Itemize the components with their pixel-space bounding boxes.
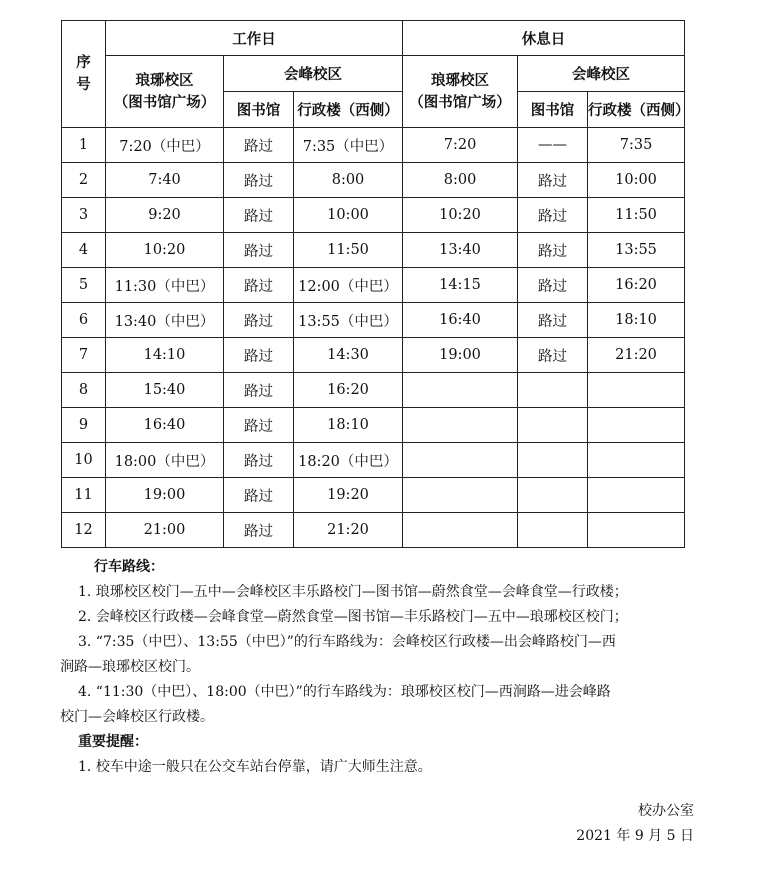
- workday-huifeng-header: 会峰校区: [224, 56, 403, 92]
- workday-langya-cell: 19:00: [106, 478, 224, 513]
- workday-library-cell: 路过: [224, 478, 294, 513]
- route-item-4: 4. “11:30（中巴）、18:00（中巴）”的行车路线为：琅琊校区校门—西涧路—进会峰路: [78, 684, 611, 700]
- workday-langya-cell: 16:40: [106, 408, 224, 443]
- workday-admin-cell: 21:20: [294, 513, 403, 548]
- workday-admin-cell: 16:20: [294, 373, 403, 408]
- restday-library-cell: 路过: [518, 198, 588, 233]
- workday-langya-cell: 13:40（中巴）: [106, 303, 224, 338]
- seq-cell: 10: [62, 443, 106, 478]
- table-row: [62, 268, 685, 303]
- seq-cell: 2: [62, 163, 106, 198]
- workday-admin-cell: 14:30: [294, 338, 403, 373]
- workday-admin-cell: 19:20: [294, 478, 403, 513]
- restday-langya-cell: 8:00: [403, 163, 518, 198]
- seq-cell: 3: [62, 198, 106, 233]
- seq-cell: 6: [62, 303, 106, 338]
- table-row: [62, 443, 685, 478]
- restday-langya-cell: 14:15: [403, 268, 518, 303]
- workday-langya-cell: 15:40: [106, 373, 224, 408]
- restday-admin-cell: 16:20: [588, 268, 685, 303]
- seq-cell: 4: [62, 233, 106, 268]
- restday-langya-cell: [403, 408, 518, 443]
- restday-admin-cell: [588, 513, 685, 548]
- workday-library-cell: 路过: [224, 128, 294, 163]
- restday-library-cell: [518, 408, 588, 443]
- restday-library-cell: 路过: [518, 303, 588, 338]
- restday-admin-cell: [588, 408, 685, 443]
- workday-library-cell: 路过: [224, 198, 294, 233]
- route-item-4-cont: 校门—会峰校区行政楼。: [60, 709, 214, 725]
- seq-cell: 12: [62, 513, 106, 548]
- restday-langya-cell: 10:20: [403, 198, 518, 233]
- restday-library-cell: 路过: [518, 338, 588, 373]
- restday-library-cell: 路过: [518, 268, 588, 303]
- workday-admin-header: 行政楼（西侧）: [294, 92, 403, 128]
- workday-library-cell: 路过: [224, 443, 294, 478]
- workday-library-cell: 路过: [224, 233, 294, 268]
- route-item-1: 1. 琅琊校区校门—五中—会峰校区丰乐路校门—图书馆—蔚然食堂—会峰食堂—行政楼；: [78, 584, 628, 600]
- workday-library-cell: 路过: [224, 338, 294, 373]
- issuing-office: 校办公室: [638, 803, 694, 819]
- restday-admin-header: 行政楼（西侧）: [588, 92, 685, 128]
- workday-langya-header: 琅琊校区 （图书馆广场）: [106, 56, 224, 128]
- table-row: [62, 478, 685, 513]
- restday-admin-cell: [588, 478, 685, 513]
- workday-header: 工作日: [106, 21, 403, 56]
- workday-library-cell: 路过: [224, 408, 294, 443]
- routes-heading: 行车路线：: [94, 559, 164, 575]
- workday-langya-cell: 9:20: [106, 198, 224, 233]
- restday-admin-cell: 21:20: [588, 338, 685, 373]
- seq-cell: 8: [62, 373, 106, 408]
- workday-langya-cell: 18:00（中巴）: [106, 443, 224, 478]
- workday-admin-cell: 11:50: [294, 233, 403, 268]
- table-row: [62, 198, 685, 233]
- table-row: [62, 128, 685, 163]
- restday-library-cell: 路过: [518, 233, 588, 268]
- route-item-3-cont: 涧路—琅琊校区校门。: [60, 659, 200, 675]
- table-row: [62, 303, 685, 338]
- restday-langya-cell: 19:00: [403, 338, 518, 373]
- notes-section: [60, 555, 718, 780]
- restday-admin-cell: [588, 443, 685, 478]
- workday-langya-cell: 14:10: [106, 338, 224, 373]
- workday-langya-cell: 21:00: [106, 513, 224, 548]
- restday-langya-cell: [403, 513, 518, 548]
- seq-header: 序号: [62, 21, 106, 128]
- workday-library-cell: 路过: [224, 163, 294, 198]
- seq-cell: 1: [62, 128, 106, 163]
- restday-langya-cell: 7:20: [403, 128, 518, 163]
- restday-admin-cell: [588, 373, 685, 408]
- workday-admin-cell: 12:00（中巴）: [294, 268, 403, 303]
- workday-admin-cell: 10:00: [294, 198, 403, 233]
- notice-item-1: 1. 校车中途一般只在公交车站台停靠，请广大师生注意。: [78, 759, 432, 775]
- workday-admin-cell: 7:35（中巴）: [294, 128, 403, 163]
- restday-header: 休息日: [403, 21, 685, 56]
- restday-library-cell: [518, 513, 588, 548]
- restday-langya-cell: [403, 443, 518, 478]
- restday-library-cell: ——: [518, 128, 588, 163]
- table-row: [62, 163, 685, 198]
- workday-library-cell: 路过: [224, 513, 294, 548]
- table-row: [62, 408, 685, 443]
- bus-schedule-table: [61, 20, 690, 548]
- workday-langya-cell: 11:30（中巴）: [106, 268, 224, 303]
- workday-library-cell: 路过: [224, 373, 294, 408]
- restday-library-cell: [518, 373, 588, 408]
- restday-langya-header: 琅琊校区 （图书馆广场）: [403, 56, 518, 128]
- workday-langya-cell: 7:40: [106, 163, 224, 198]
- workday-admin-cell: 18:10: [294, 408, 403, 443]
- restday-library-cell: 路过: [518, 163, 588, 198]
- table-row: [62, 233, 685, 268]
- seq-cell: 9: [62, 408, 106, 443]
- route-item-2: 2. 会峰校区行政楼—会峰食堂—蔚然食堂—图书馆—丰乐路校门—五中—琅琊校区校门；: [78, 609, 628, 625]
- notice-heading: 重要提醒：: [78, 734, 148, 750]
- restday-admin-cell: 18:10: [588, 303, 685, 338]
- restday-langya-cell: [403, 478, 518, 513]
- restday-admin-cell: 10:00: [588, 163, 685, 198]
- workday-library-header: 图书馆: [224, 92, 294, 128]
- workday-langya-cell: 10:20: [106, 233, 224, 268]
- workday-library-cell: 路过: [224, 268, 294, 303]
- table-row: [62, 338, 685, 373]
- restday-admin-cell: 13:55: [588, 233, 685, 268]
- seq-cell: 7: [62, 338, 106, 373]
- workday-admin-cell: 18:20（中巴）: [294, 443, 403, 478]
- restday-langya-cell: 13:40: [403, 233, 518, 268]
- seq-cell: 11: [62, 478, 106, 513]
- restday-library-cell: [518, 443, 588, 478]
- restday-huifeng-header: 会峰校区: [518, 56, 685, 92]
- workday-admin-cell: 13:55（中巴）: [294, 303, 403, 338]
- restday-library-cell: [518, 478, 588, 513]
- signature-block: [576, 799, 694, 849]
- seq-cell: 5: [62, 268, 106, 303]
- issue-date: 2021 年 9 月 5 日: [576, 828, 694, 844]
- workday-library-cell: 路过: [224, 303, 294, 338]
- table-row: [62, 373, 685, 408]
- restday-admin-cell: 11:50: [588, 198, 685, 233]
- route-item-3: 3. “7:35（中巴）、13:55（中巴）”的行车路线为：会峰校区行政楼—出会峰路校门—西: [78, 634, 616, 650]
- restday-langya-cell: [403, 373, 518, 408]
- restday-library-header: 图书馆: [518, 92, 588, 128]
- table-row: [62, 513, 685, 548]
- workday-admin-cell: 8:00: [294, 163, 403, 198]
- workday-langya-cell: 7:20（中巴）: [106, 128, 224, 163]
- restday-langya-cell: 16:40: [403, 303, 518, 338]
- restday-admin-cell: 7:35: [588, 128, 685, 163]
